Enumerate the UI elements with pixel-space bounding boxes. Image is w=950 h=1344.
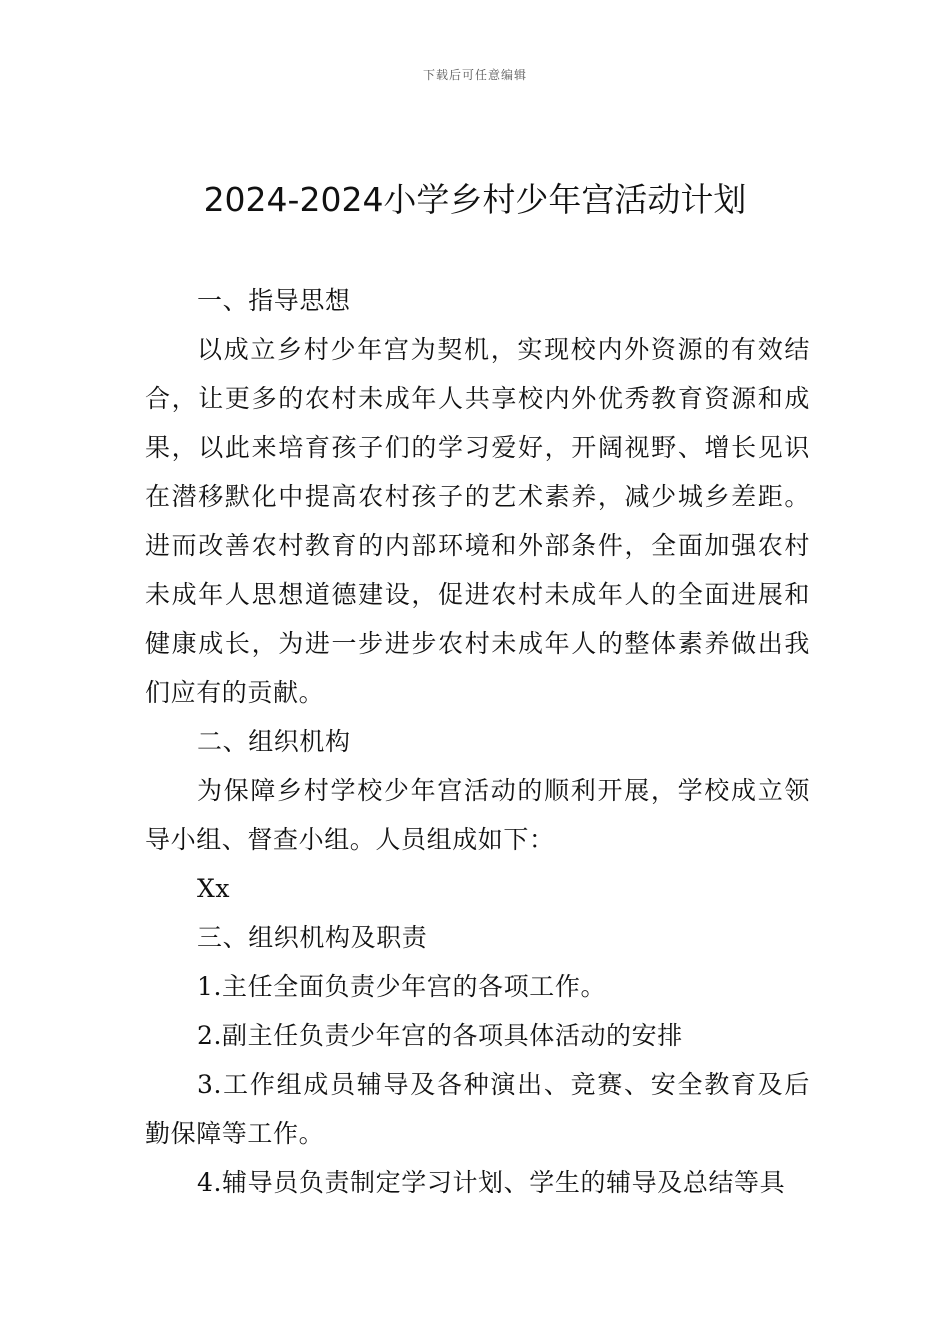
header-note: 下载后可任意编辑 xyxy=(422,68,527,82)
paragraph-organization: 为保障乡村学校少年宫活动的顺利开展，学校成立领导小组、督查小组。人员组成如下： xyxy=(145,776,810,854)
section-heading-guiding-ideology: 一、指导思想 xyxy=(197,286,351,315)
document-body xyxy=(145,276,810,1207)
list-item-2: 2.副主任负责少年宫的各项具体活动的安排 xyxy=(197,1021,683,1050)
list-item-1: 1.主任全面负责少年宫的各项工作。 xyxy=(197,972,607,1001)
section-heading-organization: 二、组织机构 xyxy=(197,727,351,756)
list-item-3: 3.工作组成员辅导及各种演出、竞赛、安全教育及后勤保障等工作。 xyxy=(145,1070,810,1148)
list-item-4: 4.辅导员负责制定学习计划、学生的辅导及总结等具 xyxy=(197,1168,786,1197)
section-heading-responsibilities: 三、组织机构及职责 xyxy=(197,923,428,952)
paragraph-guiding-ideology: 以成立乡村少年宫为契机，实现校内外资源的有效结合，让更多的农村未成年人共享校内外优秀教育资源和成果，以此来培育孩子们的学习爱好，开阔视野、增长见识在潜移默化中提高农村孩子的艺术素养，减少城乡差距。进而改善农村教育的内部环境和外部条件，全面加强农村未成年人思想道德建设，促进农村未成年人的全面进展和健康成长，为进一步进步农村未成年人的整体素养做出我们应有的贡献。 xyxy=(145,335,810,707)
paragraph-members: Xx xyxy=(197,874,231,903)
document-title: 2024-2024小学乡村少年宫活动计划 xyxy=(203,180,747,219)
